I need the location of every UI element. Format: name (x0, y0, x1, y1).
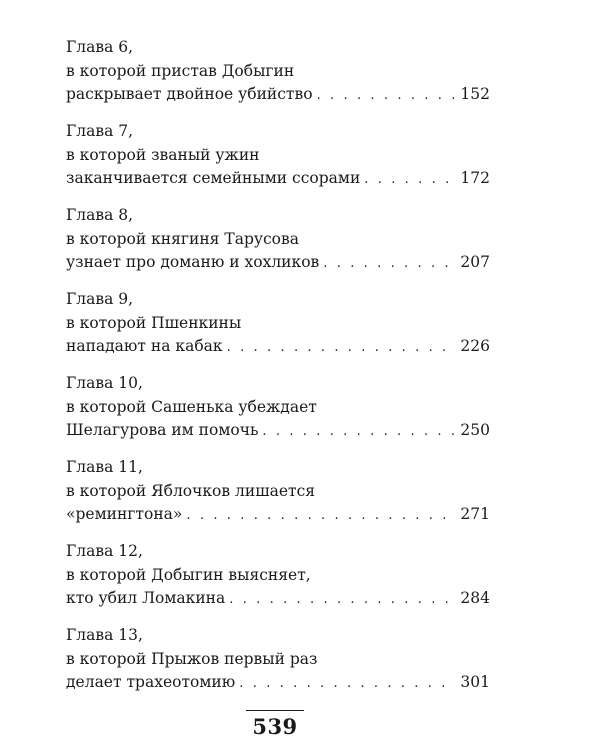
chapter-subtitle-line: в которой пристав Добыгин (66, 61, 295, 80)
chapter-subtitle-line: нападают на кабак (66, 337, 223, 355)
chapter-page-number: 250 (460, 421, 490, 439)
dot-leader (317, 84, 457, 108)
footer-rule (246, 710, 304, 711)
chapter-leader-line (66, 335, 490, 359)
toc-entry-chapter-11 (66, 456, 490, 540)
dot-leader (262, 420, 456, 444)
chapter-subtitle-line: раскрывает двойное убийство (66, 85, 313, 103)
dot-leader (227, 336, 457, 360)
chapter-page-number: 301 (460, 673, 490, 691)
dot-leader (229, 588, 456, 612)
chapter-subtitle-line: в которой княгиня Тарусова (66, 229, 299, 248)
chapter-leader-line (66, 83, 490, 107)
chapter-subtitle-line: кто убил Ломакина (66, 589, 226, 607)
chapter-page-number: 226 (460, 337, 490, 355)
toc-entry-chapter-6 (66, 36, 490, 120)
chapter-leader-line (66, 587, 490, 611)
chapter-heading: Глава 11, (66, 458, 143, 476)
chapter-subtitle-line: «ремингтона» (66, 505, 183, 523)
chapter-leader-line (66, 503, 490, 527)
chapter-page-number: 152 (460, 85, 490, 103)
chapter-leader-line (66, 419, 490, 443)
chapter-heading: Глава 13, (66, 626, 143, 644)
chapter-page-number: 207 (460, 253, 490, 271)
chapter-subtitle-line: в которой Сашенька убеждает (66, 397, 317, 416)
toc-entry-chapter-13 (66, 624, 490, 708)
toc-entry-chapter-10 (66, 372, 490, 456)
chapter-subtitle-line: в которой Добыгин выясняет, (66, 565, 311, 584)
chapter-subtitle-line: Шелагурова им помочь (66, 421, 259, 439)
chapter-heading: Глава 6, (66, 38, 134, 56)
chapter-page-number: 172 (460, 169, 490, 187)
dot-leader (323, 252, 456, 276)
chapter-page-number: 271 (460, 505, 490, 523)
dot-leader (239, 672, 456, 696)
chapter-page-number: 284 (460, 589, 490, 607)
page-number: 539 (252, 714, 298, 739)
dot-leader (364, 168, 456, 192)
dot-leader (186, 504, 456, 528)
chapter-heading: Глава 10, (66, 374, 143, 392)
chapter-leader-line (66, 167, 490, 191)
toc-entry-chapter-8 (66, 204, 490, 288)
table-of-contents (66, 36, 490, 708)
chapter-heading: Глава 7, (66, 122, 134, 140)
chapter-subtitle-line: делает трахеотомию (66, 673, 236, 691)
chapter-subtitle-line: заканчивается семейными ссорами (66, 169, 361, 187)
chapter-heading: Глава 8, (66, 206, 134, 224)
toc-entry-chapter-7 (66, 120, 490, 204)
chapter-subtitle-line: узнает про доманю и хохликов (66, 253, 320, 271)
chapter-subtitle-line: в которой Прыжов первый раз (66, 649, 318, 668)
chapter-heading: Глава 12, (66, 542, 143, 560)
toc-entry-chapter-9 (66, 288, 490, 372)
chapter-subtitle-line: в которой Яблочков лишается (66, 481, 316, 500)
chapter-heading: Глава 9, (66, 290, 134, 308)
chapter-leader-line (66, 251, 490, 275)
chapter-leader-line (66, 671, 490, 695)
chapter-subtitle-line: в которой Пшенкины (66, 313, 242, 332)
toc-entry-chapter-12 (66, 540, 490, 624)
chapter-subtitle-line: в которой званый ужин (66, 145, 260, 164)
